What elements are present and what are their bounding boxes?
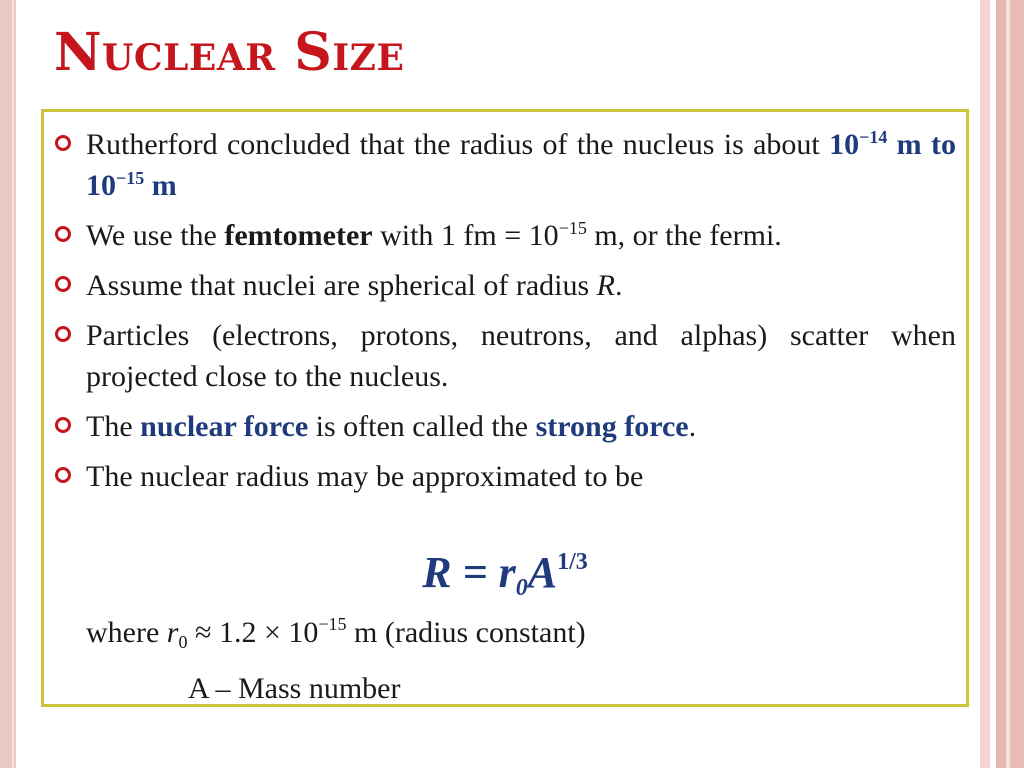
radius-constant-line	[86, 612, 586, 653]
variable-r: R	[596, 269, 615, 302]
mass-number-line: A – Mass number	[188, 672, 401, 705]
bullet-text: Particles (electrons, protons, neutrons, and alphas) scatter when projected close to the nucleus.	[86, 319, 956, 393]
bullet-text: m, or the fermi.	[586, 219, 782, 252]
bullet-approximation	[44, 456, 966, 497]
where-text: where	[86, 616, 167, 649]
where-text: ≈ 1.2 × 10	[187, 616, 319, 649]
bullet-femtometer	[44, 215, 966, 256]
value-base: 10	[86, 169, 116, 202]
bullet-spherical	[44, 265, 966, 306]
value-exponent: −15	[558, 218, 587, 238]
radius-formula	[44, 548, 966, 601]
circle-bullet-icon	[55, 226, 71, 242]
right-decorative-strips	[980, 0, 1024, 768]
right-strip-5	[1010, 0, 1024, 768]
term-strong-force: strong force	[535, 410, 689, 443]
slide-title: Nuclear Size	[54, 22, 405, 83]
bullet-rutherford	[44, 124, 966, 206]
right-strip-3	[996, 0, 1006, 768]
bullet-nuclear-force	[44, 406, 966, 447]
circle-bullet-icon	[55, 417, 71, 433]
bullet-text: Rutherford concluded that the radius of the nucleus is about	[86, 128, 830, 161]
range-connector: to	[921, 128, 956, 161]
circle-bullet-icon	[55, 326, 71, 342]
circle-bullet-icon	[55, 135, 71, 151]
bullet-particles	[44, 315, 966, 397]
where-exponent: −15	[318, 614, 347, 634]
where-r-subscript: 0	[178, 632, 188, 652]
where-r: r	[166, 616, 179, 649]
term-nuclear-force: nuclear force	[140, 410, 309, 443]
left-decorative-strip	[0, 0, 16, 768]
value-unit: m	[887, 128, 922, 161]
bullet-text: The	[86, 410, 141, 443]
value-unit: m	[144, 169, 177, 202]
circle-bullet-icon	[55, 467, 71, 483]
formula-r: r	[498, 548, 516, 597]
formula-a: A	[527, 548, 558, 597]
bullet-text: Assume that nuclei are spherical of radius	[86, 269, 597, 302]
formula-equals: =	[451, 548, 499, 597]
circle-bullet-icon	[55, 276, 71, 292]
bullet-text: The nuclear radius may be approximated to be	[86, 460, 644, 493]
formula-exponent: 1/3	[557, 549, 588, 575]
bullet-text: .	[688, 410, 697, 443]
bullet-text: with 1 fm = 10	[372, 219, 559, 252]
bullet-list	[44, 124, 966, 506]
value-exponent: −15	[116, 168, 145, 188]
bullet-text: .	[615, 269, 623, 302]
right-strip-1	[980, 0, 990, 768]
content-box	[41, 109, 969, 707]
formula-lhs: R	[422, 548, 452, 597]
term-femtometer: femtometer	[224, 219, 373, 252]
value-exponent: −14	[859, 127, 888, 147]
formula-r-subscript: 0	[515, 575, 528, 601]
bullet-text: We use the	[86, 219, 225, 252]
value-base: 10	[829, 128, 860, 161]
bullet-text: is often called the	[308, 410, 536, 443]
where-text: m (radius constant)	[346, 616, 586, 649]
